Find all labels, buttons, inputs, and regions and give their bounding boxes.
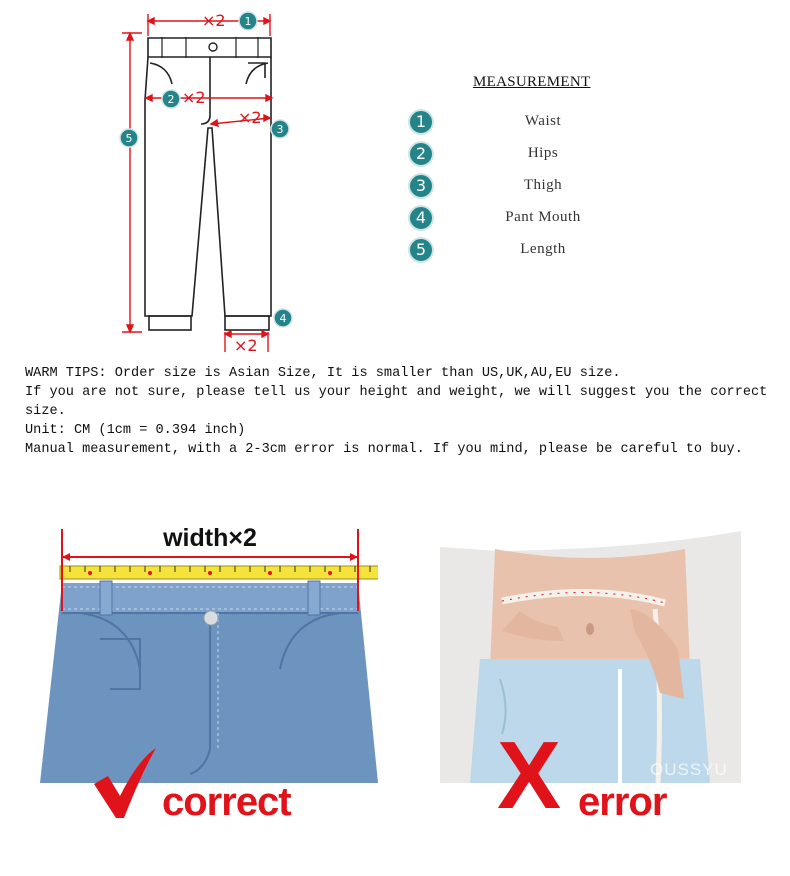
pants-outline-svg (100, 0, 410, 360)
legend-item-label: Hips (527, 145, 559, 161)
tips-line: Unit: CM (1cm = 0.394 inch) (25, 423, 246, 438)
error-caption: error (578, 780, 667, 824)
number-badge-icon: 5 (408, 237, 434, 263)
jeans-button-icon (204, 611, 218, 625)
watermark-text: OUSSYU (650, 760, 728, 779)
tips-line: Manual measurement, with a 2-3cm error is normal. If you mind, please be careful to buy. (25, 442, 743, 457)
waist-measure-illustration (440, 519, 741, 783)
marker-3-text: 3 (276, 123, 284, 136)
number-badge-icon: 3 (408, 173, 434, 199)
pant-mouth-times-two: ×2 (234, 336, 258, 355)
legend-item-label: Length (520, 241, 566, 257)
measurement-legend (400, 70, 680, 270)
marker-2-text: 2 (167, 93, 175, 106)
correct-caption: correct (162, 780, 291, 824)
thigh-times-two: ×2 (238, 108, 262, 127)
number-badge-icon: 4 (408, 205, 434, 231)
tips-line: If you are not sure, please tell us your height and weight, we will suggest you the correct size. (25, 385, 768, 419)
legend-title: MEASUREMENT (473, 74, 591, 90)
checkmark-icon (90, 746, 160, 822)
number-badge-icon: 1 (408, 109, 434, 135)
pants-outline (145, 38, 271, 330)
waist-times-two: ×2 (202, 11, 226, 30)
legend-item (408, 237, 680, 265)
marker-5-text: 5 (125, 132, 133, 145)
correct-measurement-photo (40, 519, 378, 783)
diagram-markers (120, 12, 292, 327)
marker-1-text: 1 (244, 15, 252, 28)
hips-times-two: ×2 (182, 88, 206, 107)
x-mark-icon: X (497, 722, 562, 829)
jeans-illustration (40, 519, 378, 783)
error-measurement-photo (440, 519, 741, 783)
legend-item-label: Pant Mouth (505, 209, 581, 225)
button-mark (209, 43, 217, 51)
width-label: width×2 (163, 524, 257, 552)
pants-measurement-diagram (100, 0, 410, 360)
tips-line: WARM TIPS: Order size is Asian Size, It is smaller than US,UK,AU,EU size. (25, 366, 621, 381)
belt-loops (162, 37, 258, 58)
legend-item (408, 109, 680, 137)
warm-tips (25, 364, 770, 459)
legend-item-label: Thigh (523, 177, 563, 193)
number-badge-icon: 2 (408, 141, 434, 167)
legend-item (408, 173, 680, 201)
legend-item (408, 141, 680, 169)
marker-4-text: 4 (279, 312, 287, 325)
legend-item-label: Waist (524, 113, 562, 129)
legend-item (408, 205, 680, 233)
